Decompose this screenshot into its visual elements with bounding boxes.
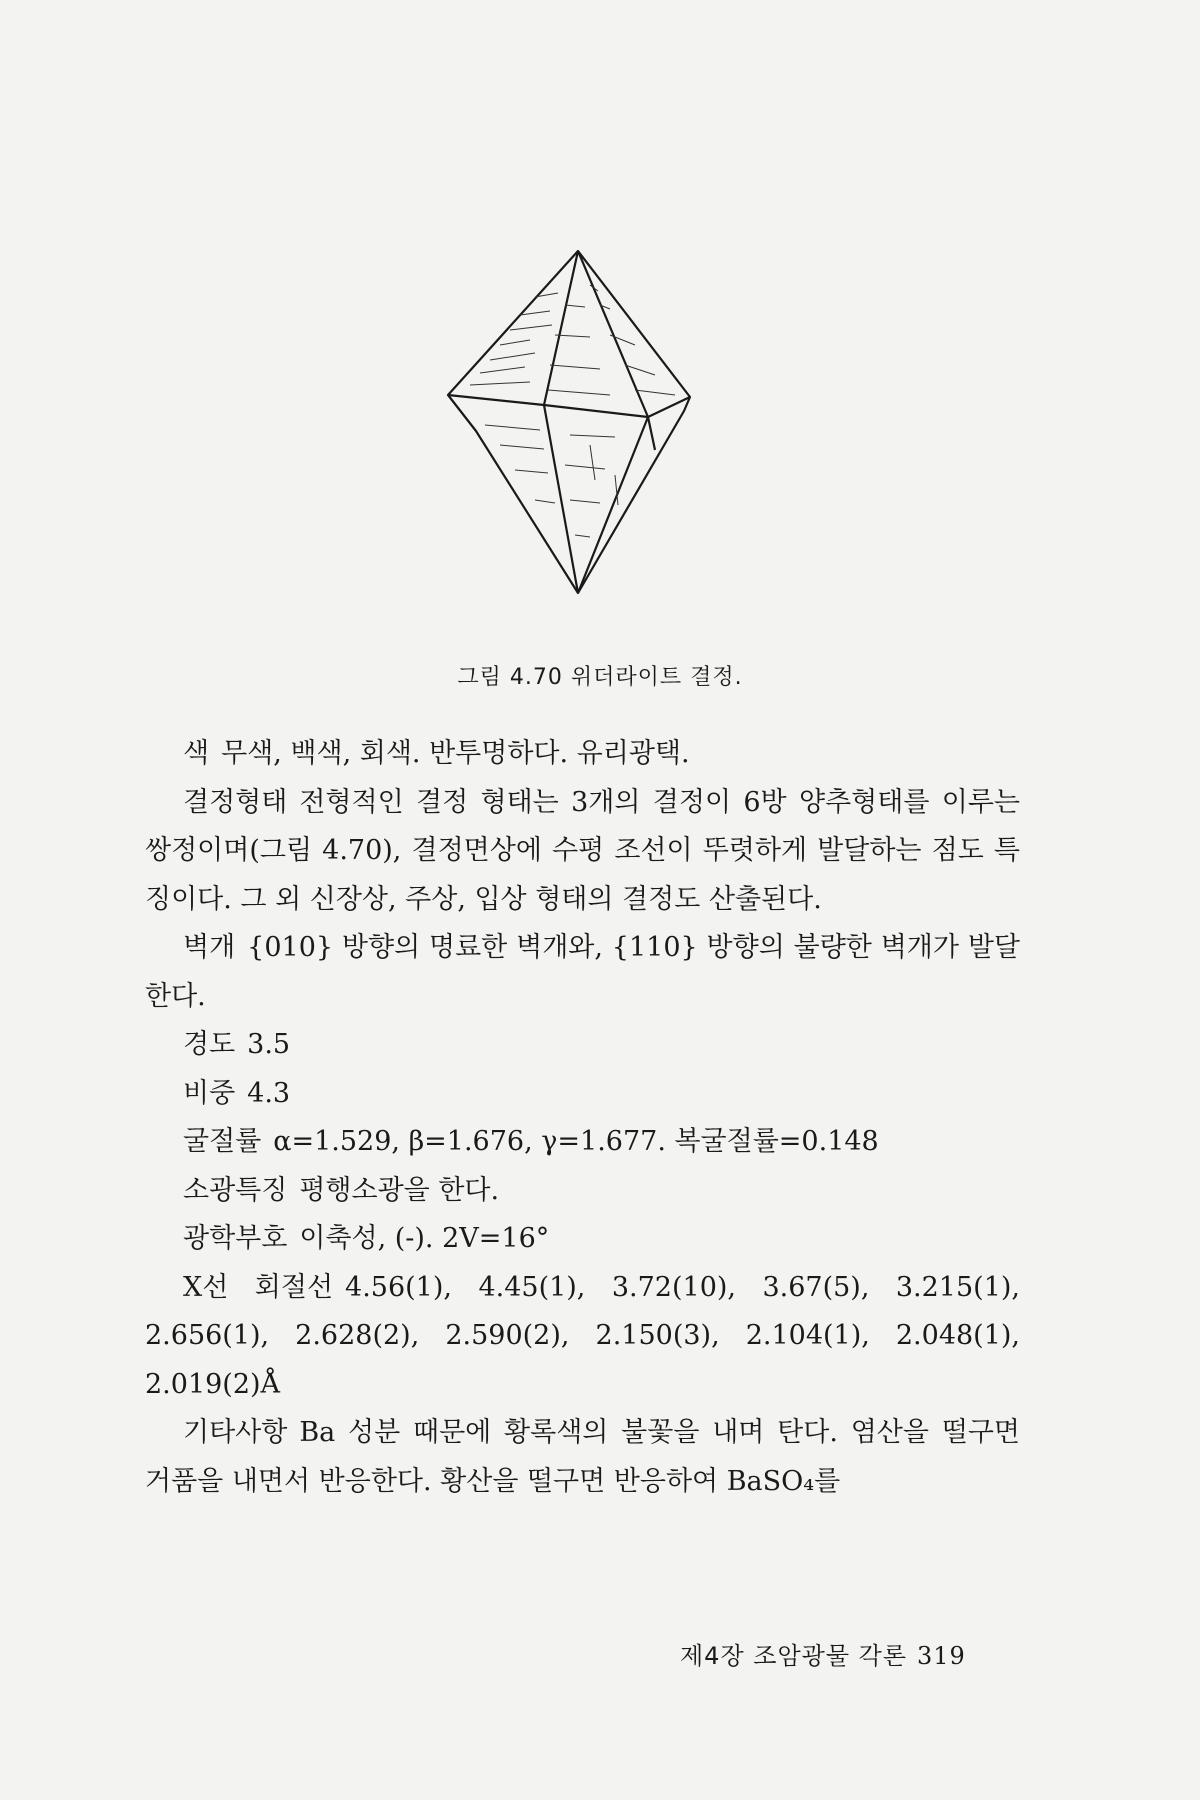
property-label: 비중 [183, 1077, 236, 1109]
property-text: {010} 방향의 명료한 벽개와, {110} 방향의 불량한 벽개가 발달한다. [145, 932, 1020, 1012]
property-label: 기타사항 [183, 1417, 288, 1448]
property-optic-sign [145, 1215, 1020, 1264]
page-footer [680, 1636, 966, 1671]
property-text: 평행소광을 한다. [299, 1174, 500, 1206]
property-label: 소광특징 [183, 1174, 288, 1206]
property-label: 색 [183, 738, 210, 769]
property-label: 경도 [183, 1029, 236, 1060]
property-text: 무색, 백색, 회색. 반투명하다. 유리광택. [221, 738, 690, 769]
property-color [145, 730, 1020, 779]
property-cleavage [145, 924, 1020, 1021]
page-number: 319 [917, 1642, 966, 1670]
chapter-title: 제4장 조암광물 각론 [680, 1642, 907, 1670]
property-label: 광학부호 [183, 1223, 288, 1254]
property-text: 4.56(1), 4.45(1), 3.72(10), 3.67(5), 3.215(1), 2.656(1), 2.628(2), 2.590(2), 2.150(3), 2.104(1), 2.048(1), 2.019(2)Å [145, 1271, 1020, 1400]
property-text: 전형적인 결정 형태는 3개의 결정이 6방 양추형태를 이루는 쌍정이며(그림 4.70), 결정면상에 수평 조선이 뚜렷하게 발달하는 점도 특징이다. 그 외 신장상, 주상, 입상 형태의 결정도 산출된다. [145, 786, 1020, 915]
crystal-figure [440, 245, 720, 605]
property-xray [145, 1264, 1020, 1410]
property-text: 4.3 [247, 1077, 291, 1109]
property-text: α=1.529, β=1.676, γ=1.677. 복굴절률=0.148 [273, 1126, 879, 1157]
property-label: 벽개 [183, 932, 236, 963]
property-text: 3.5 [247, 1029, 291, 1060]
property-text: Ba 성분 때문에 황록색의 불꽃을 내며 탄다. 염산을 떨구면 거품을 내면서 반응한다. 황산을 떨구면 반응하여 BaSO₄를 [145, 1417, 1020, 1497]
property-label: X선 회절선 [183, 1271, 334, 1303]
property-other [145, 1409, 1020, 1506]
figure-caption: 그림 4.70 위더라이트 결정. [457, 665, 743, 690]
property-crystal-habit [145, 779, 1020, 925]
property-extinction [145, 1167, 1020, 1216]
property-hardness [145, 1021, 1020, 1070]
property-specific-gravity [145, 1070, 1020, 1119]
property-refractive-index [145, 1118, 1020, 1167]
property-label: 결정형태 [183, 786, 288, 818]
witherite-crystal-drawing [440, 245, 720, 605]
striation-hatching [470, 285, 675, 537]
property-text: 이축성, (-). 2V=16° [299, 1223, 550, 1254]
property-label: 굴절률 [183, 1126, 262, 1157]
body-text [145, 730, 1020, 1506]
